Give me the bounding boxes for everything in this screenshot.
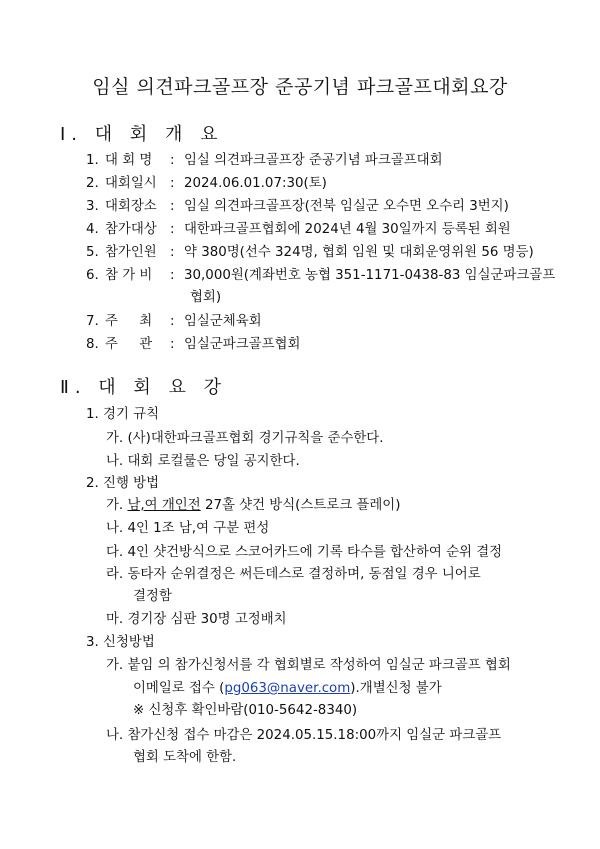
rule-subitem-continuation xyxy=(133,680,442,698)
section-heading-rules: Ⅱ. 대 회 요 강 xyxy=(60,377,228,398)
subitem-text: 이메일로 접수 ( xyxy=(133,681,225,696)
subitem-text: 27홀 샷건 방식(스트로크 플레이) xyxy=(204,498,401,513)
rule-subitem: 나. 대회 로컬룰은 당일 공지한다. xyxy=(106,454,300,469)
colon: : xyxy=(170,176,175,191)
item-label: 참가인원 xyxy=(105,245,157,260)
section-heading-overview: Ⅰ. 대 회 개 요 xyxy=(60,124,224,145)
rule-subitem: 나. 4인 1조 남,여 구분 편성 xyxy=(106,521,270,536)
rule-subitem: 마. 경기장 심판 30명 고정배치 xyxy=(106,612,287,627)
rule-subitem: 다. 4인 샷건방식으로 스코어카드에 기록 타수를 합산하여 순위 결정 xyxy=(106,545,503,560)
underlined-text: 남,여 개인전 xyxy=(127,498,201,513)
subitem-marker: 가. xyxy=(106,498,124,513)
colon: : xyxy=(170,199,175,214)
rule-subitem: 라. 동타자 순위결정은 써든데스로 결정하며, 동점일 경우 니어로 xyxy=(106,567,481,582)
rule-title: 2. 진행 방법 xyxy=(86,476,160,491)
rule-title: 3. 신청방법 xyxy=(86,635,155,650)
item-number: 1. xyxy=(86,153,99,168)
item-value-continuation: 협회) xyxy=(190,290,222,305)
item-label: 대회일시 xyxy=(105,176,157,191)
item-number: 4. xyxy=(86,222,99,237)
item-value: 임실군체육회 xyxy=(184,314,262,329)
rule-title: 1. 경기 규칙 xyxy=(86,407,160,422)
item-number: 2. xyxy=(86,176,99,191)
item-value: 임실군파크골프협회 xyxy=(184,337,301,352)
colon: : xyxy=(170,268,175,283)
page-title: 임실 의견파크골프장 준공기념 파크골프대회요강 xyxy=(92,76,508,98)
rule-subitem-continuation: 결정함 xyxy=(133,589,172,604)
colon: : xyxy=(170,337,175,352)
item-value: 임실 의견파크골프장(전북 임실군 오수면 오수리 3번지) xyxy=(184,199,509,214)
item-label: 대회장소 xyxy=(105,199,157,214)
item-value: 대한파크골프협회에 2024년 4월 30일까지 등록된 회원 xyxy=(184,222,511,237)
rule-subitem-continuation: 협회 도착에 한함. xyxy=(133,750,237,765)
item-label: 참가대상 xyxy=(105,222,157,237)
item-value: 30,000원(계좌번호 농협 351-1171-0438-83 임실군파크골프 xyxy=(184,268,556,283)
item-label: 주 관 xyxy=(105,337,153,352)
rule-subitem: 가. 붙임 의 참가신청서를 각 협회별로 작성하여 임실군 파크골프 협회 xyxy=(106,658,511,673)
item-value: 임실 의견파크골프장 준공기념 파크골프대회 xyxy=(184,153,443,168)
item-value: 약 380명(선수 324명, 협회 임원 및 대회운영위원 56 명등) xyxy=(184,245,534,260)
colon: : xyxy=(170,222,175,237)
item-label: 대 회 명 xyxy=(105,153,153,168)
colon: : xyxy=(170,245,175,260)
item-number: 5. xyxy=(86,245,99,260)
contact-note: ※ 신청후 확인바람(010-5642-8340) xyxy=(133,703,358,718)
email-link[interactable]: pg063@naver.com xyxy=(224,681,351,696)
item-number: 3. xyxy=(86,199,99,214)
item-label: 주 최 xyxy=(105,314,153,329)
item-label: 참 가 비 xyxy=(105,268,153,283)
colon: : xyxy=(170,314,175,329)
item-number: 7. xyxy=(86,314,99,329)
rule-subitem xyxy=(106,497,400,515)
rule-subitem: 나. 참가신청 접수 마감은 2024.05.15.18:00까지 임실군 파크골프 xyxy=(106,728,502,743)
item-value: 2024.06.01.07:30(토) xyxy=(184,176,327,191)
subitem-text: ).개별신청 불가 xyxy=(350,681,442,696)
colon: : xyxy=(170,153,175,168)
rule-subitem: 가. (사)대한파크골프협회 경기규칙을 준수한다. xyxy=(106,431,384,446)
item-number: 6. xyxy=(86,268,99,283)
item-number: 8. xyxy=(86,337,99,352)
